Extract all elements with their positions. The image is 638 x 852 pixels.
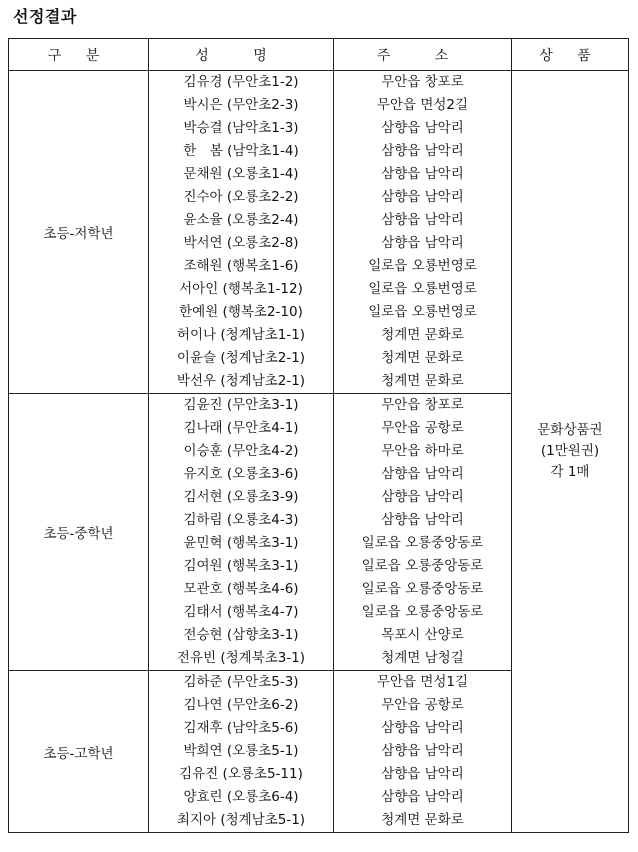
winner-address: 무안읍 면성2길 (376, 97, 469, 113)
category-cell: 초등-중학년 (9, 394, 149, 671)
winner-name: 김여원 (행복초3-1) (183, 558, 299, 574)
page-title: 선정결과 (13, 7, 77, 26)
winner-name: 김하준 (무안초5-3) (183, 674, 299, 690)
winner-name: 허이나 (청계남초1-1) (176, 327, 306, 343)
prize-text: 각 1매 (550, 464, 590, 480)
winner-name: 박승결 (남악초1-3) (183, 120, 299, 136)
header-category: 구 분 (9, 39, 149, 71)
winner-address: 일로읍 오룡중앙동로 (361, 535, 484, 551)
winner-address: 일로읍 오룡번영로 (368, 281, 477, 297)
winner-name: 김나래 (무안초4-1) (183, 420, 299, 436)
winner-address: 일로읍 오룡번영로 (368, 304, 477, 320)
winner-name: 김재후 (남악초5-6) (183, 720, 299, 736)
address-list-cell (334, 394, 512, 671)
winner-address: 삼향읍 남악리 (381, 466, 464, 482)
category-cell: 초등-고학년 (9, 671, 149, 833)
winner-address: 삼향읍 남악리 (381, 766, 464, 782)
winner-name: 김윤진 (무안초3-1) (183, 397, 299, 413)
winner-address: 청계면 남청길 (381, 650, 464, 666)
winner-address: 목포시 산양로 (381, 627, 464, 643)
winner-address: 청계면 문화로 (381, 327, 464, 343)
table-row (9, 71, 629, 394)
winner-name: 박선우 (청계남초2-1) (176, 373, 306, 389)
name-list-cell (149, 394, 334, 671)
winner-name: 한 봄 (남악초1-4) (183, 143, 299, 159)
winner-name: 문채원 (오룡초1-4) (183, 166, 299, 182)
table-header-row (9, 39, 629, 71)
winner-address: 삼향읍 남악리 (381, 489, 464, 505)
winner-name: 전승현 (삼향초3-1) (183, 627, 299, 643)
winner-name: 한예원 (행복초2-10) (179, 304, 303, 320)
winner-address: 청계면 문화로 (381, 812, 464, 828)
winner-name: 최지아 (청계남초5-1) (176, 812, 306, 828)
winner-name: 모관호 (행복초4-6) (183, 581, 299, 597)
winner-name: 김나연 (무안초6-2) (183, 697, 299, 713)
winner-address: 무안읍 창포로 (381, 74, 464, 90)
winner-name: 박서연 (오룡초2-8) (183, 235, 299, 251)
winner-address: 무안읍 창포로 (381, 397, 464, 413)
header-name: 성 명 (149, 39, 334, 71)
winner-name: 김태서 (행복초4-7) (183, 604, 299, 620)
winner-address: 일로읍 오룡중앙동로 (361, 581, 484, 597)
prize-text: (1만원권) (540, 443, 600, 459)
winner-address: 청계면 문화로 (381, 350, 464, 366)
winner-name: 서아인 (행복초1-12) (179, 281, 303, 297)
name-list-cell (149, 671, 334, 833)
winner-address: 청계면 문화로 (381, 373, 464, 389)
winner-address: 삼향읍 남악리 (381, 166, 464, 182)
winner-name: 유지호 (오룡초3-6) (183, 466, 299, 482)
results-table (8, 38, 629, 833)
winner-address: 삼향읍 남악리 (381, 189, 464, 205)
winner-address: 일로읍 오룡중앙동로 (361, 558, 484, 574)
winner-name: 박시은 (무안초2-3) (183, 97, 299, 113)
winner-name: 김유경 (무안초1-2) (183, 74, 299, 90)
winner-name: 전유빈 (청계북초3-1) (176, 650, 306, 666)
winner-name: 윤민혁 (행복초3-1) (183, 535, 299, 551)
winner-name: 김하림 (오룡초4-3) (183, 512, 299, 528)
winner-address: 삼향읍 남악리 (381, 120, 464, 136)
winner-name: 이승훈 (무안초4-2) (183, 443, 299, 459)
winner-address: 삼향읍 남악리 (381, 720, 464, 736)
prize-cell (512, 71, 629, 833)
address-list-cell (334, 671, 512, 833)
winner-name: 윤소율 (오룡초2-4) (183, 212, 299, 228)
winner-name: 김유진 (오룡초5-11) (179, 766, 303, 782)
winner-address: 일로읍 오룡번영로 (368, 258, 477, 274)
address-list-cell (334, 71, 512, 394)
winner-name: 양효린 (오룡초6-4) (183, 789, 299, 805)
winner-address: 무안읍 하마로 (381, 443, 464, 459)
header-address: 주 소 (334, 39, 512, 71)
prize-text: 문화상품권 (537, 422, 603, 438)
winner-name: 박희연 (오룡초5-1) (183, 743, 299, 759)
winner-address: 삼향읍 남악리 (381, 212, 464, 228)
winner-name: 이윤슬 (청계남초2-1) (176, 350, 306, 366)
header-prize: 상 품 (512, 39, 629, 71)
winner-name: 진수아 (오룡초2-2) (183, 189, 299, 205)
winner-address: 일로읍 오룡중앙동로 (361, 604, 484, 620)
winner-address: 삼향읍 남악리 (381, 143, 464, 159)
winner-address: 삼향읍 남악리 (381, 743, 464, 759)
winner-address: 삼향읍 남악리 (381, 789, 464, 805)
name-list-cell (149, 71, 334, 394)
winner-name: 조해원 (행복초1-6) (183, 258, 299, 274)
winner-address: 무안읍 공항로 (381, 697, 464, 713)
winner-address: 삼향읍 남악리 (381, 235, 464, 251)
category-cell: 초등-저학년 (9, 71, 149, 394)
winner-address: 무안읍 면성1길 (376, 674, 469, 690)
winner-name: 김서현 (오룡초3-9) (183, 489, 299, 505)
winner-address: 삼향읍 남악리 (381, 512, 464, 528)
winner-address: 무안읍 공항로 (381, 420, 464, 436)
